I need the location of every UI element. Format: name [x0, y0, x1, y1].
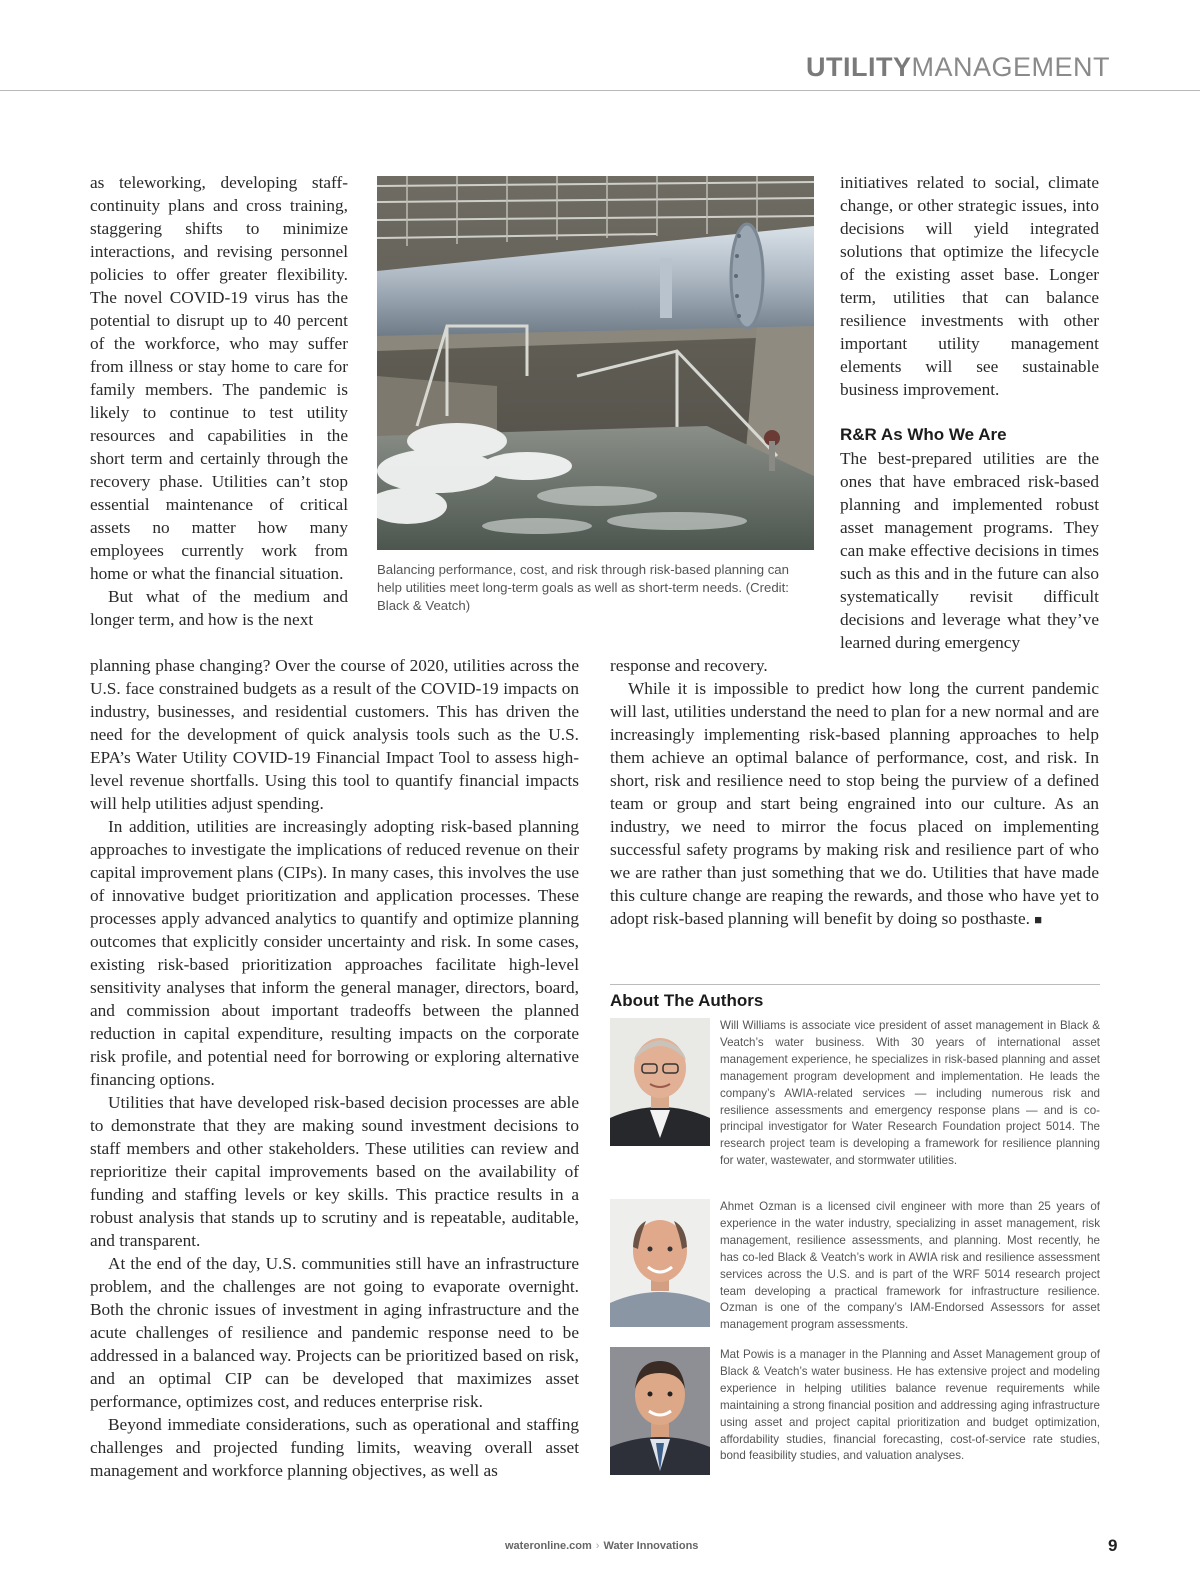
footer-separator: › — [595, 1540, 600, 1552]
page-number: 9 — [1108, 1536, 1118, 1555]
right-column-top — [840, 171, 1099, 654]
paragraph — [610, 677, 1099, 931]
paragraph: But what of the medium and longer term, and how is the next — [90, 587, 348, 629]
figure-caption: Balancing performance, cost, and risk through risk-based planning can help utilities meet long-term goals as well as short-term needs. (Credit: Black & Veatch) — [377, 562, 789, 613]
paragraph: Utilities that have developed risk-based decision processes are able to demonstrate that they are making sound investment decisions to staff members and other stakeholders. These utilities can review and reprioritize their capital improvements based on the availability of funding and staffing levels or key skills. This practice results in a robust analysis that stands up to scrutiny and is repeatable, auditable, and transparent. — [90, 1093, 579, 1250]
paragraph: At the end of the day, U.S. communities still have an infrastructure problem, and the challenges are not going to evaporate overnight. Both the chronic issues of investment in aging infrastructure and the acute challenges of resilience and pandemic response need to be addressed in a balanced way. Projects can be prioritized based on risk, and an optimal CIP can be developed that maximizes asset performance, optimizes cost, and reduces enterprise risk. — [90, 1254, 579, 1411]
left-column-top — [90, 171, 348, 631]
end-mark: ■ — [1034, 912, 1043, 927]
paragraph: The best-prepared utilities are the ones that have embraced risk-based planning and implemented robust asset management programs. They can make effective decisions in times such as this and in the future can also systematically revisit difficult decisions and leverage what they’ve learned during emergency — [840, 449, 1099, 652]
paragraph: initiatives related to social, climate change, or other strategic issues, into decisions will yield integrated solutions that optimize the lifecycle of the existing asset base. Longer term, utilities that can balance resilience investments with other important utility management elements will see sustainable business improvement. — [840, 173, 1099, 399]
authors-divider — [610, 984, 1100, 985]
author-photo — [610, 1199, 710, 1327]
author-photo — [610, 1347, 710, 1475]
paragraph: response and recovery. — [610, 656, 768, 675]
section-title-bold: UTILITY — [805, 52, 912, 82]
header-rule — [0, 90, 1200, 91]
footer-source — [505, 1540, 698, 1552]
paragraph: as teleworking, developing staff-continuity plans and cross training, staggering shifts to minimize interactions, and revising personnel policies to offer greater flexibility. The novel COVID-19 virus has the potential to disrupt up to 40 percent of the workforce, who may suffer from illness or stay home to care for family members. The pandemic is likely to continue to test utility resources and capabilities in the short term and certainly through the recovery phase. Utilities can’t stop essential maintenance of critical assets no matter how many employees currently work from home or what the financial situation. — [90, 173, 348, 583]
paragraph: planning phase changing? Over the course of 2020, utilities across the U.S. face constrained budgets as a result of the COVID-19 impacts on industry, businesses, and residential customers. This has driven the need for the development of quick analysis tools such as the U.S. EPA’s Water Utility COVID-19 Financial Impact Tool to assess high-level revenue shortfalls. Using this tool to quantify financial impacts will help utilities adjust spending. — [90, 656, 579, 813]
right-column-bottom — [610, 654, 1099, 931]
paragraph: Beyond immediate considerations, such as operational and staffing challenges and projected funding limits, weaving overall asset management and workforce planning objectives, as well as — [90, 1415, 579, 1480]
paragraph-text: While it is impossible to predict how long the current pandemic will last, utilities understand the need to plan for a new normal and are increasingly implementing risk-based planning approaches to help them achieve an optimal balance of performance, cost, and risk. In short, risk and resilience need to stop being the purview of a defined team or group and start being engrained into our culture. As an industry, we need to mirror the focus placed on implementing successful safety programs by making risk and resilience part of who we are rather than just something that we do. Utilities that have made this culture change are reaping the rewards, and those who have yet to adopt risk-based planning will benefit by doing so posthaste. — [610, 679, 1099, 928]
footer-site: wateronline.com — [505, 1540, 592, 1552]
running-header — [0, 0, 1200, 92]
section-heading: R&R As Who We Are — [840, 425, 1007, 444]
authors-heading: About The Authors — [610, 991, 764, 1010]
footer-publication: Water Innovations — [603, 1540, 699, 1552]
author-photo — [610, 1018, 710, 1146]
author-bio: Mat Powis is a manager in the Planning and Asset Management group of Black & Veatch’s water business. He has extensive project and modeling experience in helping utilities balance revenue requirements while maintaining a strong financial position and addressing aging infrastructure using asset and project capital prioritization and budget optimization, affordability studies, financial forecasting, cost-of-service rate studies, bond feasibility studies, and valuation analyses. — [720, 1348, 1100, 1463]
left-column-bottom — [90, 654, 579, 1482]
author-bio: Ahmet Ozman is a licensed civil engineer with more than 25 years of experience in the water industry, specializing in asset management, risk management, resilience assessments, and planning. Most recently, he has co-led Black & Veatch’s work in AWIA risk and resilience assessment services across the U.S. and is part of the WRF 5014 research project team developing a practical framework for infrastructure resilience. Ozman is one of the company’s IAM-Endorsed Assessors for asset management program assessments. — [720, 1200, 1100, 1332]
section-title-light: MANAGEMENT — [911, 52, 1110, 82]
author-bio: Will Williams is associate vice president of asset management in Black & Veatch’s water business. With 30 years of international asset management experience, he specializes in risk-based planning and asset management program development and implementation. He leads the company’s AWIA-related services — including numerous risk and resilience assessments and emergency response plans — and is co-principal investigator for Water Research Foundation project 5014. The research project team is developing a framework for resilience planning for water, wastewater, and stormwater utilities. — [720, 1019, 1100, 1168]
article-photo-pipes — [377, 176, 814, 550]
section-title — [806, 52, 1110, 83]
paragraph: In addition, utilities are increasingly adopting risk-based planning approaches to investigate the implications of reduced revenue on their capital improvement plans (CIPs). In many cases, this involves the use of innovative budget prioritization and application processes. These processes apply advanced analytics to quantify and optimize planning outcomes that explicitly consider uncertainty and risk. In some cases, existing risk-based prioritization approaches facilitate high-level sensitivity analyses that inform the general manager, directors, board, and commission about important tradeoffs between the planned reduction in capital expenditure, resulting impacts on the corporate risk profile, and potential need for borrowing or exploring alternative financing options. — [90, 817, 579, 1089]
